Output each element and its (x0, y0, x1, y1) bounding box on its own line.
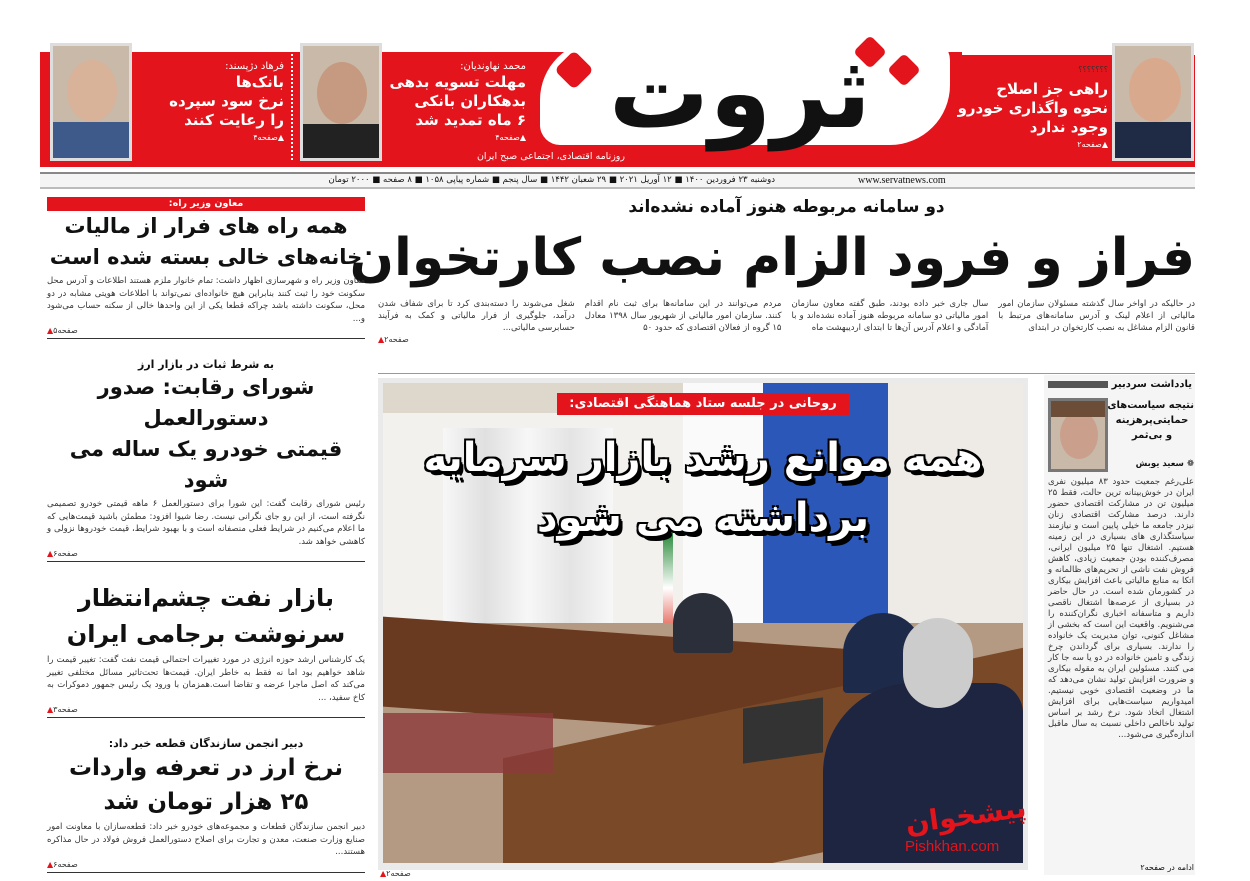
laptop (743, 697, 823, 763)
teaser-headline: بدهکاران بانکی (414, 92, 526, 110)
teaser-headline: ۶ ماه تمدید شد (415, 111, 526, 129)
author-name: ❁ سعید یوبش (1135, 459, 1194, 469)
photo-headline-line: برداشته می شود (536, 495, 870, 541)
story-section (47, 197, 365, 339)
editorial-body: علی‌رغم جمعیت حدود ۸۳ میلیون نفری ایران در خوش‌بینانه ترین حالت، فقط ۲۵ میلیون تن در مشارکت اقتصادی حضور دارند. درصد مشارکت اقتصادی زنان نیزدر جامعه ما خیلی پایین است و نیازمند سیاستگذاری های بسیاری در این زمینه هستیم. اشتغال تنها ۲۵ میلیون ایرانی، مصرف‌کننده بودن جمعیت زیادی، کاهش فروش نفت ناشی از تحریم‌های ظالمانه و اتکا به منابع مالیاتی باعث افزایش بیکاری در کشورمان شده است. در حال حاضر در بسیاری از عرصه‌ها اشتغال ناقصی داریم و متاسفانه اخباری نگران‌کننده را می‌شنویم. واقعیت این است که بخشی از مشاغل کنونی، توان مدیریت یک خانواده را ندارند. بسیاری برای گرداندن چرخ زندگی و تامین خانواده در دو یا سه جا کار می کنند. مسئولین ایران به مقوله بیکاری و ضرورت افزایش تولید نشان می‌دهد که ما در وضعیت اقتصادی خوبی نیستیم. امیدواریم سیاست‌هایی برای افزایش اشتغال اتخاذ شود. نرخ رشد بر اساس تولید ناخالص داخلی نسبت به سال ماقبل اندازه‌گیری می‌شود... (1048, 477, 1195, 740)
editorial-title[interactable] (1107, 398, 1194, 443)
lead-kicker: دو سامانه مربوطه هنوز آماده نشده‌اند (628, 197, 945, 217)
teaser-headline: نحوه واگذاری خودرو (957, 99, 1108, 117)
watermark-url: Pishkhan.com (905, 838, 1000, 855)
watermark-logo: پیشخوان (903, 790, 1029, 841)
editorial-section-label (1048, 378, 1192, 391)
lead-column: در حالیکه در اواخر سال گذشته مسئولان سازمان امور مالیاتی از اعلام لینک و آدرس سامانه‌های مرتبط با قانون الزام مشاغل به نصب کارتخوان در ابتدای (998, 299, 1195, 333)
teaser-source: فرهاد دژپسند: (225, 61, 284, 72)
lead-headline[interactable]: فراز و فرود الزام نصب کارتخوان (349, 228, 1195, 288)
portrait-photo (1112, 43, 1194, 161)
headline-line: قیمتی خودرو یک ساله می شود (69, 437, 343, 493)
page-ref[interactable]: ▲صفحه۲ (380, 869, 411, 878)
story-body: دبیر انجمن سازندگان قطعات و مجموعه‌های خودرو خبر داد: قطعه‌سازان با معاونت امور صنایع وزارت صنعت، معدن و تجارت برای اصلاح دستورالعمل فروش فولاد در حال مذاکره هستند... (47, 822, 365, 858)
teaser-headline: بانک‌ها (235, 73, 284, 91)
page-ref[interactable]: ▲صفحه۵ (47, 326, 78, 335)
issue-date-info: دوشنبه ۲۳ فروردین ۱۴۰۰ ■ ۱۲ آوریل ۲۰۲۱ ■ ۲۹ شعبان ۱۴۴۲ ■ سال پنجم ■ شماره پیاپی ۱۰۵۸ ■ ۸ صفحه ■ ۲۰۰۰ تومان (328, 175, 775, 185)
story-kicker: به شرط ثبات در بازار ارز (138, 358, 274, 372)
teaser-source: محمد نهاوندیان: (460, 61, 526, 72)
person-head (903, 618, 973, 708)
story-headline[interactable] (47, 751, 365, 819)
teaser-1[interactable] (136, 60, 284, 143)
photo-kicker: روحانی در جلسه ستاد هماهنگی اقتصادی: (557, 393, 848, 415)
headline-line: ۲۵ هزار تومان شد (103, 789, 309, 816)
story-section (47, 580, 365, 718)
headline-line: شورای رقابت: صدور دستورالعمل (97, 375, 315, 431)
lead-column-last (378, 298, 575, 370)
headline-line: بازار نفت چشم‌انتظار (77, 584, 335, 613)
teaser-source: ؟؟؟؟؟؟؟ (1078, 65, 1108, 74)
page-ref: ▲صفحه۲ (1077, 140, 1108, 149)
story-headline[interactable] (47, 211, 365, 273)
lead-columns (378, 298, 1195, 370)
story-body: یک کارشناس ارشد حوزه انرژی در مورد تغییرات احتمالی قیمت نفت گفت: تغییر قیمت را شاهد خواهیم بود اما نه فقط به خاطر ایران. قیمت‌ها تحت‌تاثیر مسائل مختلفی تغییر می‌کند که اصل ماجرا عرضه و تقاضا است.همزمان با ورود یک رئیس جمهور دموکرات به کاخ سفید، ... (47, 655, 365, 703)
teaser-headline: را رعایت کنند (184, 111, 284, 129)
teaser-headline: نرخ سود سپرده (169, 92, 284, 110)
story-section (47, 736, 365, 873)
divider (291, 50, 294, 160)
headline-line: همه راه های فرار از مالیات (64, 214, 348, 238)
story-headline[interactable] (47, 372, 365, 496)
portrait-photo (300, 43, 382, 161)
teaser-headline: راهی جز اصلاح (996, 80, 1108, 98)
portrait-photo (50, 43, 132, 161)
story-section (47, 357, 365, 562)
story-kicker: دبیر انجمن سازندگان قطعه خبر داد: (108, 737, 304, 751)
title-line: و بی‌ثمر (1131, 430, 1173, 441)
author-photo (1048, 398, 1108, 472)
website-link[interactable]: www.servatnews.com (858, 175, 946, 186)
page-ref: ▲صفحه۴ (495, 133, 526, 142)
page-ref[interactable]: ▲صفحه۲ (378, 335, 409, 344)
title-line: نتیجه سیاست‌های (1107, 400, 1194, 411)
teaser-2[interactable] (386, 60, 526, 143)
teaser-3[interactable] (957, 80, 1108, 150)
page-ref[interactable]: ▲صفحه۶ (47, 859, 78, 869)
dateline-bar (40, 172, 1195, 189)
carpet (383, 713, 553, 773)
teaser-headline: مهلت تسویه بدهی (389, 73, 526, 91)
headline-line: نرخ ارز در تعرفه واردات (68, 755, 344, 782)
photo-headline[interactable] (383, 428, 1023, 548)
story-body: معاون وزیر راه و شهرسازی اظهار داشت: تمام خانوار ملزم هستند اطلاعات و آدرس محل سکونت خود را ثبت کنند بنابراین هیچ خانواده‌ای نمی‌تواند با اطلاعات هویتی مشابه در دو محل، سکونت داشته باشد چراکه قطعا یکی از این واحدها خالی از سکنه حساب می‌شود و... (47, 276, 365, 324)
lead-column: شغل می‌شوند را دسته‌بندی کرد تا برای شفاف شدن درآمد، جلوگیری از فرار مالیاتی و کمک به فرآیند حسابرسی مالیاتی... (378, 299, 575, 333)
editorial-text (1048, 477, 1194, 873)
story-kicker: معاون وزیر راه: (47, 197, 365, 211)
photo-kicker-wrap (383, 392, 1023, 415)
section-title: یادداشت سردبیر (1111, 379, 1192, 390)
person (673, 593, 733, 653)
headline-line: سرنوشت برجامی ایران (66, 620, 346, 649)
page-ref[interactable]: ▲صفحه۶ (47, 549, 78, 559)
left-column (47, 197, 365, 873)
continued-ref[interactable]: ادامه در صفحه۲ (1140, 863, 1194, 872)
story-body: رئیس شورای رقابت گفت: این شورا برای دستورالعمل ۶ ماهه قیمتی خودرو تصمیمی نگرفته است، از این رو جای نگرانی نیست. رضا شیوا افزود: مطمئن باشید قیمت‌هایی که ما اعلام می‌کنیم در شرایط فعلی منصفانه است و با بهبود شرایط، قیمت خودروها نزولی و کاهشی خواهد شد. (47, 499, 365, 547)
headline-line: خانه‌های خالی بسته شده است (49, 245, 363, 269)
photo-headline-line: همه موانع رشد بازار سرمایه (423, 435, 983, 481)
tagline: روزنامه اقتصادی، اجتماعی صبح ایران (476, 151, 625, 162)
page-ref[interactable]: ▲صفحه۳ (47, 705, 78, 715)
title-line: حمایتی‌پرهزینه (1115, 415, 1189, 426)
lead-column: سال جاری خبر داده بودند، طبق گفته معاون سازمان امور مالیاتی دو سامانه مربوطه هنوز آماده نشده‌اند و با آمادگی و اعلام آدرس آن‌ها تا ابتدای اردیبهشت ماه (791, 299, 989, 333)
divider (378, 373, 1195, 374)
story-headline[interactable] (47, 580, 365, 652)
lead-column: مردم می‌توانند در این سامانه‌ها برای ثبت نام اقدام کنند. سازمان امور مالیاتی از شهریور سال ۱۳۹۸ معادل ۱۵ گروه از فعالان اقتصادی که حدود ۵۰ (584, 299, 782, 333)
page-ref: ▲صفحه۴ (253, 133, 284, 142)
section-rule (1048, 381, 1108, 388)
newspaper-logo: ثروت (608, 34, 872, 151)
teaser-headline: وجود ندارد (1029, 118, 1108, 136)
